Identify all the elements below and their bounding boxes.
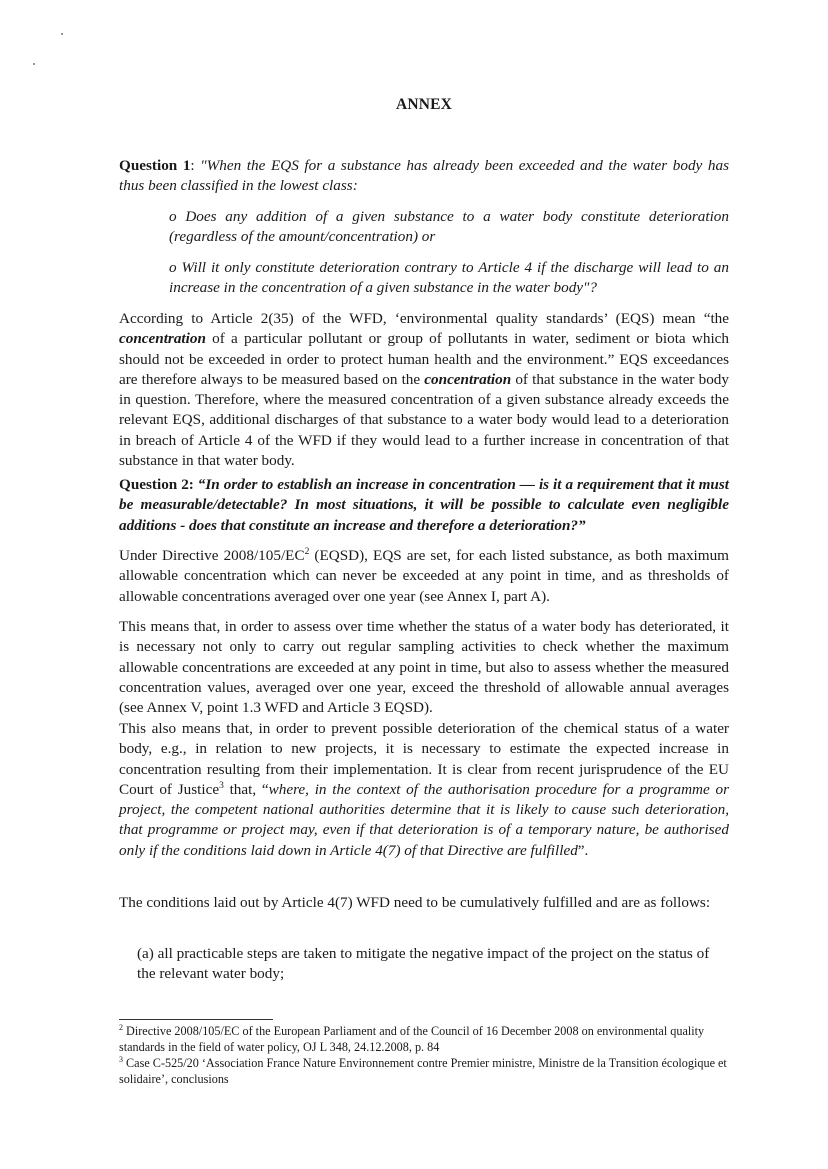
paragraph-5: The conditions laid out by Article 4(7) WFD need to be cumulatively fulfilled and are as follows: [119,894,711,911]
paragraph-4-text-1: This also means that, in order to prevent possible deterioration of the chemical status of a water body, e.g., in relation to new projects, it is necessary to estimate the expected increase in concentration resulting from their implementation. It is clear from recent jurisprudence of the EU Court of Justice [119,720,729,798]
footnote-3-text: Case C-525/20 ‘Association France Nature Environnement contre Premier ministre, Ministre de la Transition écologique et solidaire’, conclusions [119,1056,727,1086]
footnote-separator [119,1019,273,1020]
paragraph-1-text-1: According to Article 2(35) of the WFD, ‘environmental quality standards’ (EQS) mean “the [119,310,729,327]
question-2-text: “In order to establish an increase in concentration — is it a requirement that it must be measurable/detectable? In most situations, it will be possible to calculate even negligible additions - does that constitute an increase and therefore a deterioration?” [119,476,729,534]
scan-speck [33,63,35,65]
paragraph-1 [119,309,729,471]
footnote-3-number: 3 [119,1054,123,1064]
question-2-label: Question 2: [119,476,194,493]
paragraph-1-emphasis-2: concentration [424,370,512,388]
footnote-ref-3: 3 [219,780,224,791]
footnote-2-text: Directive 2008/105/EC of the European Parliament and of the Council of 16 December 2008 on environmental quality standards in the field of water policy, OJ L 348, 24.12.2008, p. 84 [119,1024,705,1054]
question-2 [119,475,729,536]
question-1-colon: : [190,157,201,174]
court-quote: where, in the context of the authorisation procedure for a programme or project, the competent national authorities determine that it is likely to cause such deterioration, that programme or project may, even if that deterioration is of a temporary nature, be authorised only if the conditions laid down in Article 4(7) of that Directive are fulfilled [119,780,729,859]
footnote-2-number: 2 [119,1022,123,1032]
question-1-option-b: o Will it only constitute deterioration contrary to Article 4 if the discharge will lead to an increase in the concentration of a given substance in the water body"? [169,259,729,297]
paragraph-3: This means that, in order to assess over time whether the status of a water body has deteriorated, it is necessary not only to carry out regular sampling activities to check whether the maximum allowable concentrations are exceeded at any point in time, but also to assess whether the measured concentration values, averaged over one year, exceed the threshold of allowable annual averages (see Annex V, point 1.3 WFD and Article 3 EQSD). [119,618,729,717]
paragraph-4-text-3: ”. [577,841,589,859]
paragraph-2-text-1: Under Directive 2008/105/EC [119,547,305,564]
footnote-3 [119,1056,729,1088]
question-1-option-a: o Does any addition of a given substance to a water body constitute deterioration (regardless of the amount/concentration) or [169,208,729,246]
paragraph-4 [119,719,729,861]
paragraph-1-emphasis-1: concentration [119,330,206,348]
paragraph-2 [119,546,729,607]
question-1-text: "When the EQS for a substance has already been exceeded and the water body has thus been classified in the lowest class: [119,157,729,195]
paragraph-1-text-2: of a particular pollutant or group of pollutants in water, sediment or biota which should not be exceeded in order to protect human health and the environment.” EQS exceedances are therefore always to be measured based on the [119,330,729,388]
question-1 [119,156,729,197]
condition-item-a: (a) all practicable steps are taken to mitigate the negative impact of the project on the status of the relevant water body; [137,945,710,983]
question-1-label: Question 1 [119,157,191,174]
paragraph-1-text-3: of that substance in the water body in question. Therefore, where the measured concentration of a given substance already exceeds the relevant EQS, additional discharges of that substance to a water body would lead to a deterioration in breach of Article 4 of the WFD if they would lead to a further increase in concentration of that substance in that water body. [119,370,729,470]
page-title: ANNEX [395,96,453,113]
footnote-ref-2: 2 [304,546,310,557]
scan-speck [61,33,63,35]
paragraph-4-text-2: that, “ [223,780,269,798]
footnote-2 [119,1024,729,1056]
paragraph-2-text-2: (EQSD), EQS are set, for each listed substance, as both maximum allowable concentration which can never be exceeded at any point in time, and as thresholds of allowable concentrations averaged over one year (see Annex I, part A). [119,547,729,605]
